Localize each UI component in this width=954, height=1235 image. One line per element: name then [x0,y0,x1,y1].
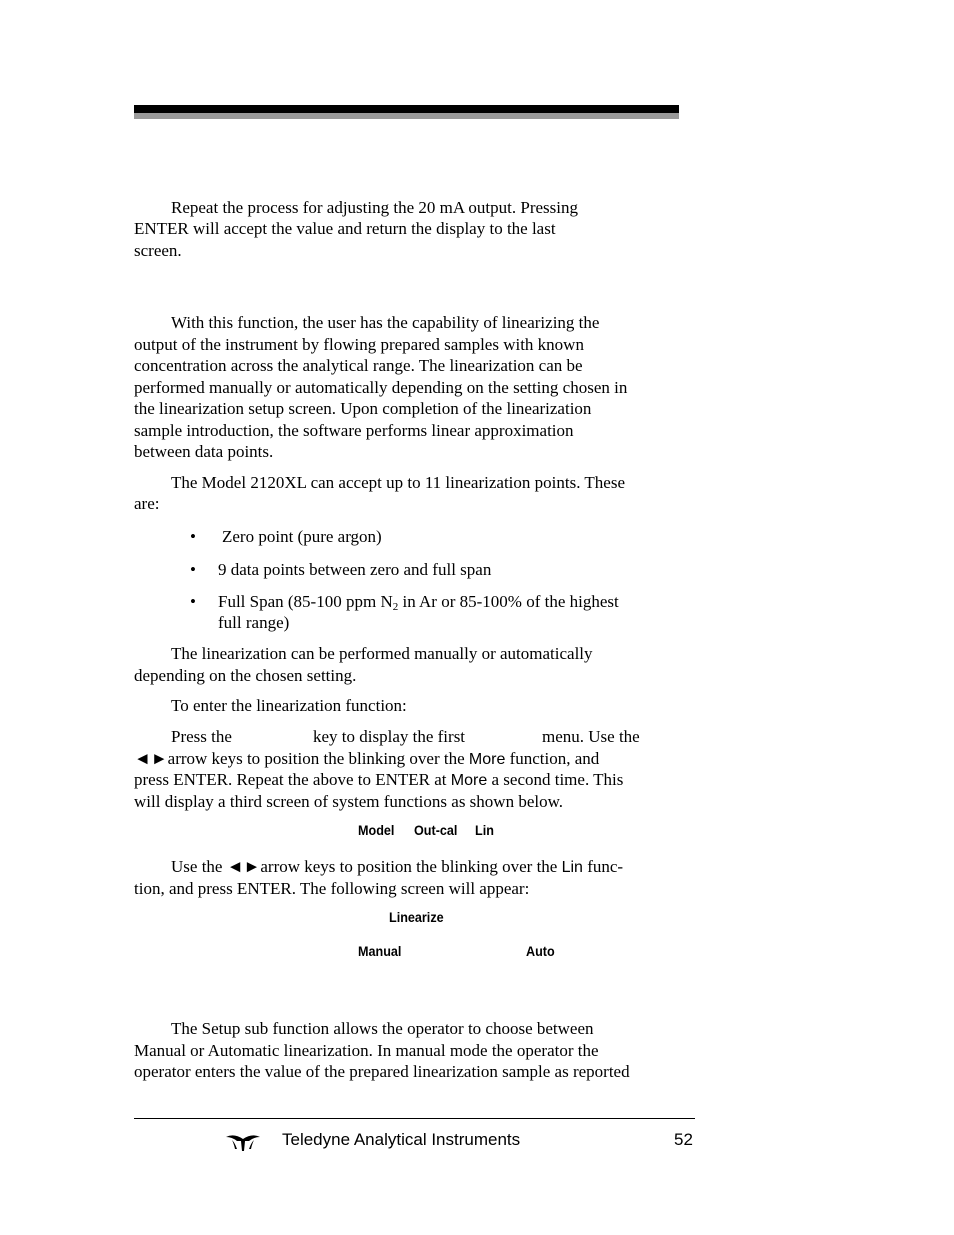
bullet-data-points: 9 data points between zero and full span [218,560,492,579]
teledyne-logo-icon [224,1131,262,1153]
screen-item-lin: Lin [475,822,494,838]
header-rule-black [134,105,679,113]
bullet-zero: Zero point (pure argon) [222,527,382,546]
paragraph-enter-function: To enter the linearization function: [171,696,407,715]
screen-title-linearize: Linearize [389,909,444,925]
bullet-full-span: Full Span (85-100 ppm $N_2$ in Ar or 85-100% of the highest [218,592,619,613]
page-number: 52 [674,1130,693,1149]
header-rule-gray [134,113,679,119]
screen-item-model: Model [358,822,395,838]
screen-item-outcal: Out-cal [414,822,458,838]
screen-option-auto: Auto [526,943,555,959]
footer-rule [134,1118,695,1119]
footer-company: Teledyne Analytical Instruments [282,1130,521,1149]
bullet-dot: • [190,592,196,611]
bullet-dot: • [190,560,196,579]
bullet-dot: • [190,527,196,546]
screen-option-manual: Manual [358,943,402,959]
